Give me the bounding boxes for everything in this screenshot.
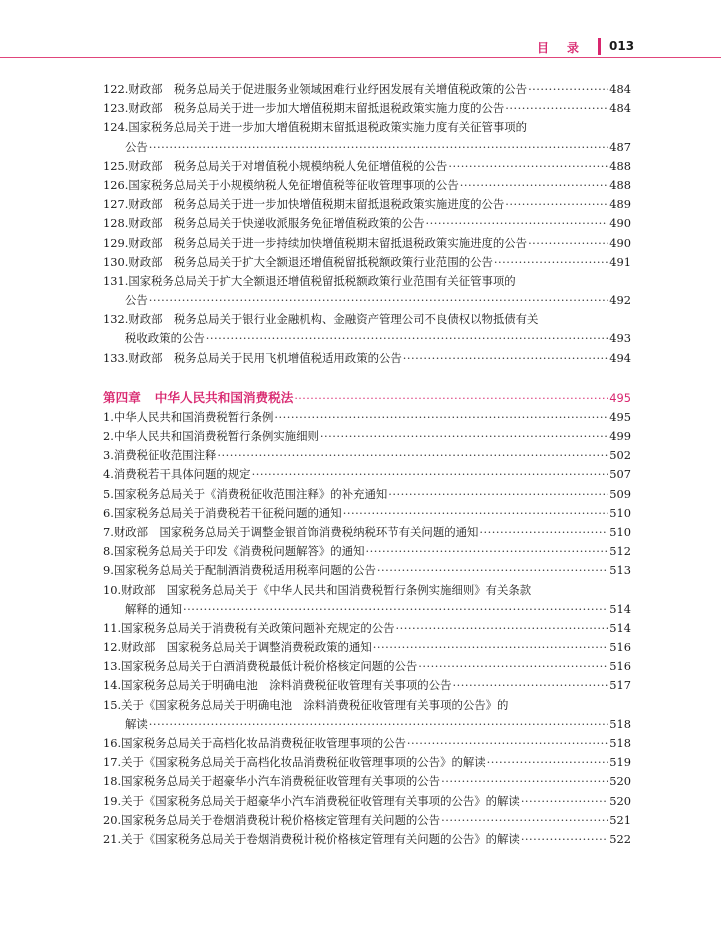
leader-dots (448, 157, 608, 176)
entry-page: 514 (609, 601, 631, 616)
entry-number: 123. (103, 101, 129, 116)
leader-dots (452, 676, 608, 695)
chapter-page: 495 (609, 390, 631, 405)
leader-dots (494, 253, 608, 272)
entry-number: 2. (103, 429, 114, 443)
leader-dots (479, 523, 608, 542)
leader-dots (149, 291, 608, 310)
entry-title: 消费税征收范围注释 (113, 448, 217, 463)
leader-dots (343, 504, 609, 523)
entry-page: 488 (609, 158, 631, 173)
entry-page: 494 (609, 350, 631, 365)
entry-page: 490 (609, 216, 631, 231)
entry-title: 财政部 国家税务总局关于《中华人民共和国消费税暂行条例实施细则》有关条款 (121, 582, 532, 597)
entry-number: 128. (103, 216, 129, 231)
entry-title: 公告 (125, 293, 148, 308)
chapter-title: 中华人民共和国消费税法 (154, 389, 294, 405)
leader-dots (149, 715, 608, 734)
entry-number: 14. (103, 678, 122, 693)
entry-number: 131. (103, 273, 129, 288)
entry-number: 4. (103, 467, 114, 482)
leader-dots (426, 214, 609, 233)
entry-title: 国家税务总局关于小规模纳税人免征增值税等征收管理事项的公告 (128, 177, 459, 192)
toc-entry-line[interactable] (103, 234, 631, 253)
toc-entry-line[interactable] (103, 99, 631, 118)
entry-number: 129. (103, 235, 129, 250)
entry-number: 9. (103, 563, 114, 578)
toc-entry-line[interactable] (103, 138, 631, 157)
toc-entry-line[interactable] (103, 349, 631, 368)
leader-dots (373, 638, 609, 657)
entry-page: 521 (609, 812, 631, 827)
entry-page: 520 (609, 774, 631, 789)
entry-title: 财政部 税务总局关于进一步加大增值税期末留抵退税政策实施力度的公告 (128, 101, 505, 116)
toc-entry-line[interactable] (103, 696, 631, 715)
entry-page: 518 (609, 716, 631, 731)
entry-number: 6. (103, 505, 114, 520)
entry-page: 514 (609, 620, 631, 635)
entry-number: 21. (103, 831, 122, 846)
entry-number: 13. (103, 659, 122, 674)
entry-title: 解释的通知 (125, 601, 182, 616)
leader-dots (365, 542, 608, 561)
leader-dots (441, 811, 608, 830)
entry-title: 中华人民共和国消费税暂行条例 (113, 409, 274, 424)
entry-number: 16. (103, 736, 122, 750)
entry-page: 510 (609, 524, 631, 539)
entry-title: 国家税务总局关于《消费税征收范围注释》的补充通知 (113, 486, 388, 501)
leader-dots (396, 619, 609, 638)
header-rule (0, 57, 721, 58)
entry-page: 517 (609, 678, 631, 693)
entry-page: 490 (609, 235, 631, 250)
entry-number: 8. (103, 544, 114, 559)
entry-title: 关于《国家税务总局关于明确电池 涂料消费税征收管理有关事项的公告》的 (121, 697, 509, 712)
toc-entry-line[interactable] (103, 734, 631, 753)
toc-entry-line[interactable] (103, 504, 631, 523)
entry-page: 492 (609, 293, 631, 308)
section-label: 目录 (536, 41, 597, 55)
entry-page: 495 (609, 409, 631, 424)
entry-page: 484 (609, 101, 631, 116)
toc-entry-line[interactable] (103, 329, 631, 348)
entry-title: 财政部 税务总局关于快递收派服务免征增值税政策的公告 (128, 216, 425, 231)
leader-dots (320, 427, 608, 446)
toc-entry-line[interactable] (103, 715, 631, 734)
entry-number: 124. (103, 120, 129, 135)
entry-title: 国家税务总局关于消费税若干征税问题的通知 (113, 505, 342, 520)
leader-dots (149, 138, 608, 157)
entry-title: 国家税务总局关于消费税有关政策问题补充规定的公告 (121, 620, 395, 635)
entry-title: 公告 (125, 139, 148, 154)
entry-number: 18. (103, 774, 122, 789)
entry-page: 516 (609, 640, 631, 655)
entry-title: 财政部 税务总局关于对增值税小规模纳税人免征增值税的公告 (128, 158, 448, 173)
entry-number: 20. (103, 812, 122, 827)
leader-dots (528, 80, 608, 99)
entry-page: 510 (609, 505, 631, 520)
entry-title: 中华人民共和国消费税暂行条例实施细则 (113, 429, 319, 443)
toc-entries-before (103, 80, 631, 368)
entry-number: 133. (103, 350, 129, 365)
toc-entry-line[interactable] (103, 195, 631, 214)
entry-title: 财政部 国家税务总局关于调整金银首饰消费税纳税环节有关问题的通知 (113, 524, 479, 539)
leader-dots (252, 465, 609, 484)
entry-page: 516 (609, 659, 631, 674)
entry-title: 财政部 税务总局关于民用飞机增值税适用政策的公告 (128, 350, 402, 365)
entry-page: 499 (609, 429, 631, 443)
entry-title: 关于《国家税务总局关于超豪华小汽车消费税征收管理有关事项的公告》的解读 (121, 793, 520, 808)
toc-entry-line[interactable] (103, 619, 631, 638)
entry-title: 财政部 国家税务总局关于调整消费税政策的通知 (121, 640, 372, 655)
entry-title: 国家税务总局关于白酒消费税最低计税价格核定问题的公告 (121, 659, 418, 674)
entry-number: 15. (103, 697, 122, 712)
toc-entry-line[interactable] (103, 561, 631, 580)
toc-entry-line[interactable] (103, 542, 631, 561)
entry-number: 130. (103, 254, 129, 269)
entry-page: 484 (609, 82, 631, 96)
toc-entry-line[interactable] (103, 581, 631, 600)
toc-entry-line[interactable] (103, 753, 631, 772)
entry-title: 关于《国家税务总局关于卷烟消费税计税价格核定管理有关问题的公告》的解读 (121, 831, 520, 846)
toc-entry-line[interactable] (103, 811, 631, 830)
leader-dots (388, 485, 608, 504)
leader-dots (377, 561, 608, 580)
entry-page: 502 (609, 448, 631, 463)
entry-title: 国家税务总局关于扩大全额退还增值税留抵税额政策行业范围有关征管事项的 (128, 273, 516, 288)
entry-title: 解读 (125, 716, 148, 731)
entry-page: 512 (609, 544, 631, 559)
toc-entry-line[interactable] (103, 427, 631, 446)
entry-title: 国家税务总局关于配制酒消费税适用税率问题的公告 (113, 563, 376, 578)
leader-dots (521, 830, 608, 849)
entry-number: 10. (103, 582, 122, 597)
leader-dots (183, 600, 608, 619)
entry-number: 3. (103, 448, 114, 463)
leader-dots (505, 99, 608, 118)
toc-entry-line[interactable] (103, 310, 631, 329)
toc-entry-line[interactable] (103, 638, 631, 657)
entry-title: 国家税务总局关于卷烟消费税计税价格核定管理有关问题的公告 (121, 812, 441, 827)
entry-number: 17. (103, 755, 122, 770)
toc-entry-line[interactable] (103, 214, 631, 233)
entry-title: 国家税务总局关于明确电池 涂料消费税征收管理有关事项的公告 (121, 678, 452, 693)
leader-dots (418, 657, 608, 676)
toc-entry-line[interactable] (103, 253, 631, 272)
entry-title: 财政部 税务总局关于银行业金融机构、金融资产管理公司不良债权以物抵债有关 (128, 312, 539, 327)
toc-entry-line[interactable] (103, 600, 631, 619)
chapter-heading[interactable] (103, 387, 631, 408)
leader-dots (521, 792, 608, 811)
toc-entry-line[interactable] (103, 291, 631, 310)
entry-number: 11. (103, 620, 122, 635)
entry-title: 国家税务总局关于超豪华小汽车消费税征收管理有关事项的公告 (121, 774, 441, 789)
toc-entry-line[interactable] (103, 792, 631, 811)
toc-entry-line[interactable] (103, 485, 631, 504)
entry-title: 财政部 税务总局关于进一步持续加快增值税期末留抵退税政策实施进度的公告 (128, 235, 528, 250)
leader-dots (487, 753, 609, 772)
table-of-contents (103, 80, 631, 849)
entry-number: 127. (103, 197, 129, 212)
toc-entry-line[interactable] (103, 676, 631, 695)
toc-entry-line[interactable] (103, 446, 631, 465)
toc-entry-line[interactable] (103, 118, 631, 137)
entry-title: 财政部 税务总局关于扩大全额退还增值税留抵税额政策行业范围的公告 (128, 254, 493, 269)
entry-page: 522 (609, 831, 631, 846)
entry-number: 7. (103, 524, 114, 539)
entry-title: 税收政策的公告 (125, 331, 205, 346)
entry-title: 关于《国家税务总局关于高档化妆品消费税征收管理事项的公告》的解读 (121, 755, 486, 770)
entry-page: 518 (609, 736, 631, 750)
header-divider-bar (598, 38, 601, 55)
entry-title: 消费税若干具体问题的规定 (113, 467, 251, 482)
entry-page: 488 (609, 177, 631, 192)
toc-entry-line[interactable] (103, 176, 631, 195)
page-header (0, 0, 721, 58)
entry-page: 513 (609, 563, 631, 578)
entry-title: 财政部 税务总局关于促进服务业领域困难行业纾困发展有关增值税政策的公告 (128, 82, 528, 96)
leader-dots (441, 772, 608, 791)
entry-page: 489 (609, 197, 631, 212)
leader-dots (294, 388, 608, 409)
toc-entry-line[interactable] (103, 272, 631, 291)
leader-dots (403, 349, 608, 368)
leader-dots (528, 234, 608, 253)
toc-entry-line[interactable] (103, 657, 631, 676)
entry-page: 487 (609, 139, 631, 154)
toc-entry-line[interactable] (103, 523, 631, 542)
toc-entry-line[interactable] (103, 465, 631, 484)
toc-entry-line[interactable] (103, 157, 631, 176)
entry-page: 520 (609, 793, 631, 808)
leader-dots (217, 446, 608, 465)
entry-number: 5. (103, 486, 114, 501)
entry-page: 509 (609, 486, 631, 501)
entry-page: 491 (609, 254, 631, 269)
entry-title: 国家税务总局关于进一步加大增值税期末留抵退税政策实施力度有关征管事项的 (128, 120, 528, 135)
entry-number: 122. (103, 82, 129, 96)
entry-number: 132. (103, 312, 129, 327)
entry-page: 519 (609, 755, 631, 770)
toc-entry-line[interactable] (103, 830, 631, 849)
toc-entry-line[interactable] (103, 80, 631, 99)
toc-entry-line[interactable] (103, 772, 631, 791)
leader-dots (505, 195, 608, 214)
entry-title: 国家税务总局关于印发《消费税问题解答》的通知 (113, 544, 365, 559)
entry-page: 493 (609, 331, 631, 346)
entry-number: 12. (103, 640, 122, 655)
leader-dots (407, 734, 608, 753)
chapter-number: 第四章 (103, 389, 141, 405)
entry-number: 19. (103, 793, 122, 808)
entry-title: 财政部 税务总局关于进一步加快增值税期末留抵退税政策实施进度的公告 (128, 197, 505, 212)
chapter-gap (103, 368, 631, 387)
header-page-number: 013 (609, 39, 635, 53)
toc-entries-after (103, 408, 631, 849)
entry-title: 国家税务总局关于高档化妆品消费税征收管理事项的公告 (121, 736, 406, 750)
entry-number: 1. (103, 409, 114, 424)
toc-entry-line[interactable] (103, 408, 631, 427)
leader-dots (460, 176, 609, 195)
leader-dots (274, 408, 608, 427)
entry-number: 126. (103, 177, 129, 192)
entry-number: 125. (103, 158, 129, 173)
leader-dots (206, 329, 609, 348)
entry-page: 507 (609, 467, 631, 482)
